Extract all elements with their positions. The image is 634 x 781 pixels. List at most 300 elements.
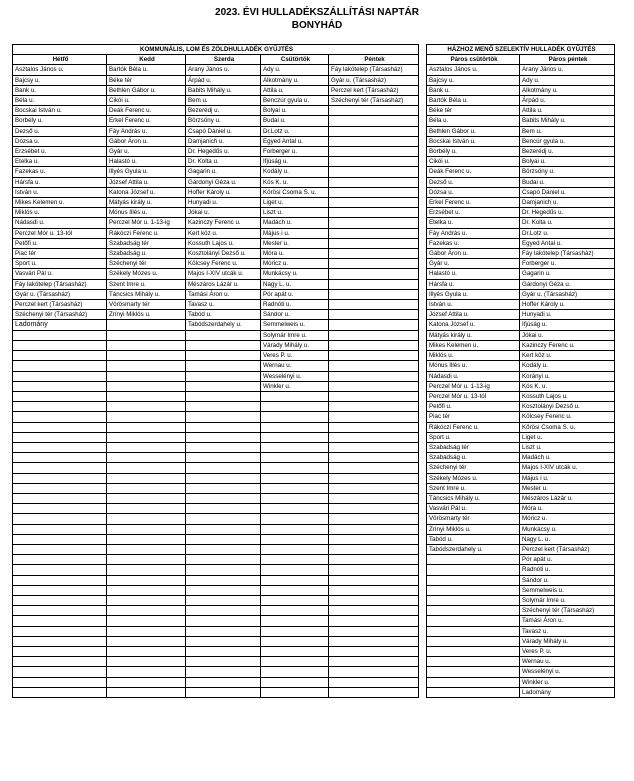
cell-szerda: Árpád u. bbox=[186, 75, 261, 85]
cell-kedd bbox=[107, 330, 186, 340]
cell-csutortok bbox=[261, 595, 329, 605]
cell-pentek bbox=[329, 504, 419, 514]
table-row bbox=[13, 65, 615, 75]
cell-kedd: Mónus Illés u. bbox=[107, 208, 186, 218]
cell-kedd: Halastó u. bbox=[107, 157, 186, 167]
cell-pentek bbox=[329, 595, 419, 605]
cell-pentek bbox=[329, 136, 419, 146]
cell-szerda bbox=[186, 361, 261, 371]
cell-paros-pentek: Semmelweis u. bbox=[520, 585, 615, 595]
cell-csutortok: Liszt u. bbox=[261, 208, 329, 218]
cell-paros-pentek: Börzsöny u. bbox=[520, 167, 615, 177]
cell-kedd bbox=[107, 585, 186, 595]
cell-szerda: Mészáros Lázár u. bbox=[186, 279, 261, 289]
table-row bbox=[13, 442, 615, 452]
cell-paros-pentek: Nagy L. u. bbox=[520, 534, 615, 544]
cell-paros-csutortok bbox=[427, 687, 520, 697]
cell-szerda bbox=[186, 524, 261, 534]
cell-csutortok bbox=[261, 422, 329, 432]
cell-szerda: Damjanich u. bbox=[186, 136, 261, 146]
table-row bbox=[13, 585, 615, 595]
cell-szerda bbox=[186, 606, 261, 616]
cell-kedd: Bartók Béla u. bbox=[107, 65, 186, 75]
cell-szerda bbox=[186, 493, 261, 503]
header-pentek: Péntek bbox=[329, 55, 419, 65]
cell-paros-pentek: Pór apát u. bbox=[520, 555, 615, 565]
cell-paros-pentek: Hoffer Károly u. bbox=[520, 300, 615, 310]
cell-csutortok: Budai u. bbox=[261, 116, 329, 126]
cell-paros-csutortok bbox=[427, 636, 520, 646]
table-row bbox=[13, 412, 615, 422]
cell-paros-pentek: Kosztolányi Dezső u. bbox=[520, 402, 615, 412]
cell-paros-csutortok bbox=[427, 575, 520, 585]
cell-kedd: Fáy András u. bbox=[107, 126, 186, 136]
cell-hetfo bbox=[13, 432, 107, 442]
cell-csutortok bbox=[261, 493, 329, 503]
cell-szerda bbox=[186, 381, 261, 391]
cell-paros-csutortok: Perczel Mór u. 13-tól bbox=[427, 391, 520, 401]
cell-hetfo bbox=[13, 361, 107, 371]
cell-csutortok bbox=[261, 626, 329, 636]
cell-paros-csutortok: Tabódszerdahely u. bbox=[427, 544, 520, 554]
cell-kedd: Cikói u. bbox=[107, 96, 186, 106]
cell-pentek bbox=[329, 116, 419, 126]
cell-csutortok: Wernau u. bbox=[261, 361, 329, 371]
cell-pentek bbox=[329, 565, 419, 575]
cell-hetfo: Borbély u. bbox=[13, 116, 107, 126]
table-row bbox=[13, 504, 615, 514]
cell-szerda: Csapó Dániel u. bbox=[186, 126, 261, 136]
cell-pentek bbox=[329, 279, 419, 289]
cell-kedd bbox=[107, 340, 186, 350]
cell-csutortok bbox=[261, 534, 329, 544]
cell-pentek bbox=[329, 249, 419, 259]
cell-paros-pentek: Arany János u. bbox=[520, 65, 615, 75]
cell-hetfo bbox=[13, 493, 107, 503]
cell-hetfo bbox=[13, 483, 107, 493]
cell-pentek bbox=[329, 483, 419, 493]
cell-szerda bbox=[186, 575, 261, 585]
table-row bbox=[13, 534, 615, 544]
cell-csutortok bbox=[261, 524, 329, 534]
cell-szerda bbox=[186, 402, 261, 412]
cell-pentek bbox=[329, 218, 419, 228]
table-row bbox=[13, 616, 615, 626]
table-row bbox=[13, 381, 615, 391]
table-row bbox=[13, 473, 615, 483]
cell-hetfo bbox=[13, 657, 107, 667]
cell-paros-pentek: Hunyadi u. bbox=[520, 310, 615, 320]
cell-kedd bbox=[107, 677, 186, 687]
table-row bbox=[13, 320, 615, 330]
table-row bbox=[13, 187, 615, 197]
cell-kedd: Széchenyi tér bbox=[107, 259, 186, 269]
cell-paros-csutortok bbox=[427, 646, 520, 656]
cell-csutortok bbox=[261, 504, 329, 514]
cell-kedd bbox=[107, 575, 186, 585]
cell-csutortok bbox=[261, 565, 329, 575]
cell-szerda bbox=[186, 585, 261, 595]
cell-hetfo bbox=[13, 667, 107, 677]
cell-pentek bbox=[329, 453, 419, 463]
cell-hetfo: Etelka u. bbox=[13, 157, 107, 167]
cell-szerda: Kazinczy Ferenc u. bbox=[186, 218, 261, 228]
cell-paros-csutortok: Cikói u. bbox=[427, 157, 520, 167]
cell-csutortok: Wesselényi u. bbox=[261, 371, 329, 381]
table-row bbox=[13, 606, 615, 616]
table-row bbox=[13, 595, 615, 605]
cell-paros-pentek: Bolyai u. bbox=[520, 157, 615, 167]
cell-szerda: Jókai u. bbox=[186, 208, 261, 218]
cell-kedd: Erkel Ferenc u. bbox=[107, 116, 186, 126]
cell-szerda bbox=[186, 473, 261, 483]
cell-paros-csutortok bbox=[427, 565, 520, 575]
cell-paros-pentek: Kazinczy Ferenc u. bbox=[520, 340, 615, 350]
cell-kedd bbox=[107, 463, 186, 473]
cell-hetfo: Sport u. bbox=[13, 259, 107, 269]
cell-pentek bbox=[329, 147, 419, 157]
cell-paros-pentek: Egyed Antal u. bbox=[520, 238, 615, 248]
cell-szerda: Babits Mihály u. bbox=[186, 85, 261, 95]
cell-hetfo bbox=[13, 340, 107, 350]
cell-pentek bbox=[329, 228, 419, 238]
cell-paros-pentek: Wesselényi u. bbox=[520, 667, 615, 677]
cell-csutortok: Várady Mihály u. bbox=[261, 340, 329, 350]
cell-hetfo bbox=[13, 677, 107, 687]
cell-csutortok: Ady u. bbox=[261, 65, 329, 75]
cell-csutortok bbox=[261, 391, 329, 401]
cell-kedd bbox=[107, 402, 186, 412]
cell-paros-csutortok: Rákóczi Ferenc u. bbox=[427, 422, 520, 432]
cell-csutortok: Dr.Lotz u. bbox=[261, 126, 329, 136]
cell-paros-csutortok: Mónus Illés u. bbox=[427, 361, 520, 371]
cell-paros-pentek: Tavasz u. bbox=[520, 626, 615, 636]
cell-szerda bbox=[186, 340, 261, 350]
cell-szerda bbox=[186, 626, 261, 636]
cell-paros-csutortok bbox=[427, 585, 520, 595]
cell-kedd bbox=[107, 667, 186, 677]
cell-pentek bbox=[329, 381, 419, 391]
cell-paros-csutortok bbox=[427, 616, 520, 626]
cell-hetfo bbox=[13, 442, 107, 452]
cell-pentek bbox=[329, 238, 419, 248]
cell-paros-csutortok: Petőfi u. bbox=[427, 402, 520, 412]
header-szerda: Szerda bbox=[186, 55, 261, 65]
cell-hetfo: Ladomány bbox=[13, 320, 107, 330]
cell-csutortok bbox=[261, 483, 329, 493]
cell-szerda bbox=[186, 565, 261, 575]
cell-pentek bbox=[329, 442, 419, 452]
left-section-title: KOMMUNÁLIS, LOM ÉS ZÖLDHULLADÉK GYŰJTÉS bbox=[13, 45, 419, 55]
cell-hetfo bbox=[13, 453, 107, 463]
table-row bbox=[13, 432, 615, 442]
cell-paros-csutortok: Illyés Gyula u. bbox=[427, 289, 520, 299]
cell-hetfo: Perczel kert (Társasház) bbox=[13, 300, 107, 310]
cell-szerda: Tabód u. bbox=[186, 310, 261, 320]
cell-pentek bbox=[329, 167, 419, 177]
table-row bbox=[13, 361, 615, 371]
cell-pentek bbox=[329, 432, 419, 442]
cell-hetfo bbox=[13, 463, 107, 473]
cell-paros-csutortok bbox=[427, 606, 520, 616]
cell-pentek bbox=[329, 626, 419, 636]
cell-paros-csutortok: Halastó u. bbox=[427, 269, 520, 279]
cell-paros-pentek: Kós K. u. bbox=[520, 381, 615, 391]
cell-kedd bbox=[107, 493, 186, 503]
cell-hetfo bbox=[13, 687, 107, 697]
cell-pentek bbox=[329, 514, 419, 524]
cell-pentek bbox=[329, 422, 419, 432]
table-row bbox=[13, 391, 615, 401]
cell-paros-pentek: Attila u. bbox=[520, 106, 615, 116]
cell-hetfo bbox=[13, 626, 107, 636]
table-row bbox=[13, 340, 615, 350]
cell-csutortok bbox=[261, 453, 329, 463]
cell-szerda bbox=[186, 646, 261, 656]
cell-paros-csutortok: Vasvári Pál u. bbox=[427, 504, 520, 514]
table-row bbox=[13, 75, 615, 85]
table-row bbox=[13, 575, 615, 585]
cell-pentek bbox=[329, 616, 419, 626]
cell-csutortok: Forberger u. bbox=[261, 147, 329, 157]
table-row bbox=[13, 96, 615, 106]
cell-szerda bbox=[186, 616, 261, 626]
cell-paros-pentek: Gárdonyi Géza u. bbox=[520, 279, 615, 289]
cell-hetfo bbox=[13, 544, 107, 554]
cell-csutortok: Móra u. bbox=[261, 249, 329, 259]
cell-paros-csutortok: Székely Mózes u. bbox=[427, 473, 520, 483]
table-row bbox=[13, 310, 615, 320]
cell-szerda: Hunyadi u. bbox=[186, 198, 261, 208]
cell-paros-csutortok: Szabadság tér bbox=[427, 442, 520, 452]
cell-pentek bbox=[329, 269, 419, 279]
cell-hetfo: Dózsa u. bbox=[13, 136, 107, 146]
cell-pentek bbox=[329, 187, 419, 197]
cell-csutortok bbox=[261, 575, 329, 585]
cell-hetfo bbox=[13, 381, 107, 391]
cell-pentek bbox=[329, 391, 419, 401]
cell-pentek bbox=[329, 300, 419, 310]
cell-hetfo bbox=[13, 555, 107, 565]
cell-paros-pentek: Kölcsey Ferenc u. bbox=[520, 412, 615, 422]
table-row bbox=[13, 544, 615, 554]
cell-csutortok: Attila u. bbox=[261, 85, 329, 95]
cell-csutortok bbox=[261, 473, 329, 483]
cell-szerda: Dr. Kolta u. bbox=[186, 157, 261, 167]
cell-kedd: Mátyás király u. bbox=[107, 198, 186, 208]
cell-pentek bbox=[329, 259, 419, 269]
cell-pentek bbox=[329, 575, 419, 585]
cell-csutortok: Solymár Imre u. bbox=[261, 330, 329, 340]
table-row bbox=[13, 330, 615, 340]
table-row bbox=[13, 167, 615, 177]
document-subtitle: BONYHÁD bbox=[291, 20, 343, 31]
table-row bbox=[13, 218, 615, 228]
cell-paros-csutortok bbox=[427, 667, 520, 677]
cell-paros-csutortok bbox=[427, 677, 520, 687]
cell-hetfo: Béla u. bbox=[13, 96, 107, 106]
cell-paros-csutortok bbox=[427, 595, 520, 605]
cell-csutortok: Radnóti u. bbox=[261, 300, 329, 310]
cell-csutortok: Mester u. bbox=[261, 238, 329, 248]
cell-csutortok: Egyed Antal u. bbox=[261, 136, 329, 146]
cell-paros-csutortok: István u. bbox=[427, 300, 520, 310]
schedule-rows bbox=[13, 65, 615, 698]
cell-kedd bbox=[107, 320, 186, 330]
cell-paros-csutortok: Sport u. bbox=[427, 432, 520, 442]
cell-csutortok: Veres P. u. bbox=[261, 351, 329, 361]
cell-paros-csutortok: Erzsébet u. bbox=[427, 208, 520, 218]
cell-pentek bbox=[329, 687, 419, 697]
cell-szerda: Tavasz u. bbox=[186, 300, 261, 310]
cell-csutortok bbox=[261, 544, 329, 554]
cell-paros-pentek: Gagarin u. bbox=[520, 269, 615, 279]
cell-hetfo bbox=[13, 616, 107, 626]
cell-paros-csutortok: Szabadság u. bbox=[427, 453, 520, 463]
cell-hetfo bbox=[13, 575, 107, 585]
right-section-title: HÁZHOZ MENŐ SZELEKTÍV HULLADÉK GYŰJTÉS bbox=[427, 45, 615, 55]
cell-csutortok bbox=[261, 677, 329, 687]
cell-paros-csutortok: Bank u. bbox=[427, 85, 520, 95]
cell-kedd bbox=[107, 473, 186, 483]
cell-paros-pentek: Ladomány bbox=[520, 687, 615, 697]
table-row bbox=[13, 279, 615, 289]
cell-kedd: Katona József u. bbox=[107, 187, 186, 197]
cell-hetfo bbox=[13, 402, 107, 412]
cell-kedd bbox=[107, 514, 186, 524]
cell-paros-pentek: Alkotmány u. bbox=[520, 85, 615, 95]
cell-kedd bbox=[107, 422, 186, 432]
cell-szerda bbox=[186, 371, 261, 381]
cell-kedd: Perczel Mór u. 1-13-ig bbox=[107, 218, 186, 228]
cell-szerda bbox=[186, 514, 261, 524]
cell-kedd bbox=[107, 483, 186, 493]
document-title: 2023. ÉVI HULLADÉKSZÁLLÍTÁSI NAPTÁR bbox=[215, 7, 419, 18]
cell-pentek bbox=[329, 606, 419, 616]
cell-pentek bbox=[329, 677, 419, 687]
cell-hetfo: István u. bbox=[13, 187, 107, 197]
cell-paros-pentek: Május i u. bbox=[520, 473, 615, 483]
cell-paros-csutortok: Mikes Kelemen u. bbox=[427, 340, 520, 350]
cell-hetfo: Fazekas u. bbox=[13, 167, 107, 177]
table-row bbox=[13, 136, 615, 146]
cell-paros-pentek: Bezerédj u. bbox=[520, 147, 615, 157]
cell-csutortok bbox=[261, 432, 329, 442]
table-row bbox=[13, 85, 615, 95]
cell-szerda: Kert köz u. bbox=[186, 228, 261, 238]
cell-paros-pentek: Széchenyi tér (Társasház) bbox=[520, 606, 615, 616]
cell-paros-pentek: Solymár Imre u. bbox=[520, 595, 615, 605]
cell-paros-csutortok bbox=[427, 626, 520, 636]
cell-paros-pentek: Kert köz u. bbox=[520, 351, 615, 361]
cell-paros-csutortok: Bocskai István u. bbox=[427, 136, 520, 146]
cell-pentek bbox=[329, 157, 419, 167]
cell-kedd bbox=[107, 544, 186, 554]
cell-paros-csutortok: Miklós u. bbox=[427, 351, 520, 361]
table-row bbox=[13, 657, 615, 667]
cell-paros-csutortok: Bethlen Gábor u. bbox=[427, 126, 520, 136]
schedule-table bbox=[12, 44, 615, 698]
table-row bbox=[13, 289, 615, 299]
cell-kedd bbox=[107, 534, 186, 544]
table-row bbox=[13, 493, 615, 503]
cell-paros-csutortok: Zrínyi Miklós u. bbox=[427, 524, 520, 534]
cell-csutortok: Sándor u. bbox=[261, 310, 329, 320]
cell-paros-pentek: Korányi u. bbox=[520, 371, 615, 381]
cell-kedd bbox=[107, 442, 186, 452]
cell-csutortok bbox=[261, 646, 329, 656]
cell-kedd bbox=[107, 606, 186, 616]
cell-kedd bbox=[107, 646, 186, 656]
cell-szerda bbox=[186, 453, 261, 463]
cell-csutortok: Ifjúság u. bbox=[261, 157, 329, 167]
cell-hetfo bbox=[13, 504, 107, 514]
cell-paros-pentek: Kőrösi Csoma S. u. bbox=[520, 422, 615, 432]
cell-hetfo bbox=[13, 565, 107, 575]
cell-hetfo bbox=[13, 514, 107, 524]
header-paros-pentek: Páros péntek bbox=[520, 55, 615, 65]
cell-kedd bbox=[107, 504, 186, 514]
cell-paros-pentek: Csapó Dániel u. bbox=[520, 187, 615, 197]
cell-paros-pentek: Liszt u. bbox=[520, 442, 615, 452]
cell-hetfo: Fáy lakótelep (Társasház) bbox=[13, 279, 107, 289]
cell-csutortok bbox=[261, 657, 329, 667]
cell-csutortok: Semmelweis u. bbox=[261, 320, 329, 330]
cell-kedd: Zrínyi Miklós u. bbox=[107, 310, 186, 320]
cell-szerda bbox=[186, 657, 261, 667]
cell-csutortok bbox=[261, 412, 329, 422]
cell-hetfo bbox=[13, 534, 107, 544]
cell-szerda: Hoffer Károly u. bbox=[186, 187, 261, 197]
cell-paros-pentek: Munkácsy u. bbox=[520, 524, 615, 534]
table-row bbox=[13, 646, 615, 656]
cell-kedd: Deák Ferenc u. bbox=[107, 106, 186, 116]
cell-paros-pentek: Winkler u. bbox=[520, 677, 615, 687]
cell-paros-csutortok bbox=[427, 555, 520, 565]
cell-szerda: Majos I-XIV utcák u. bbox=[186, 269, 261, 279]
cell-kedd bbox=[107, 636, 186, 646]
cell-pentek bbox=[329, 106, 419, 116]
table-row bbox=[13, 269, 615, 279]
cell-kedd bbox=[107, 595, 186, 605]
cell-csutortok bbox=[261, 555, 329, 565]
cell-paros-pentek: Budai u. bbox=[520, 177, 615, 187]
cell-kedd: Illyés Gyula u. bbox=[107, 167, 186, 177]
cell-pentek bbox=[329, 371, 419, 381]
cell-csutortok bbox=[261, 442, 329, 452]
cell-csutortok: Madách u. bbox=[261, 218, 329, 228]
cell-csutortok: Május i u. bbox=[261, 228, 329, 238]
cell-szerda: Tamási Áron u. bbox=[186, 289, 261, 299]
cell-csutortok bbox=[261, 402, 329, 412]
cell-pentek bbox=[329, 544, 419, 554]
cell-hetfo: Bank u. bbox=[13, 85, 107, 95]
cell-paros-csutortok: Fazekas u. bbox=[427, 238, 520, 248]
cell-hetfo bbox=[13, 422, 107, 432]
cell-hetfo bbox=[13, 606, 107, 616]
cell-csutortok bbox=[261, 687, 329, 697]
cell-pentek: Széchenyi tér (Társasház) bbox=[329, 96, 419, 106]
cell-paros-csutortok bbox=[427, 657, 520, 667]
cell-paros-csutortok: Szent Imre u. bbox=[427, 483, 520, 493]
table-row bbox=[13, 667, 615, 677]
cell-hetfo bbox=[13, 391, 107, 401]
cell-csutortok: Munkácsy u. bbox=[261, 269, 329, 279]
cell-szerda: Börzsöny u. bbox=[186, 116, 261, 126]
cell-hetfo: Asztalos János u. bbox=[13, 65, 107, 75]
cell-paros-csutortok: József Attila u. bbox=[427, 310, 520, 320]
cell-paros-pentek: Mester u. bbox=[520, 483, 615, 493]
